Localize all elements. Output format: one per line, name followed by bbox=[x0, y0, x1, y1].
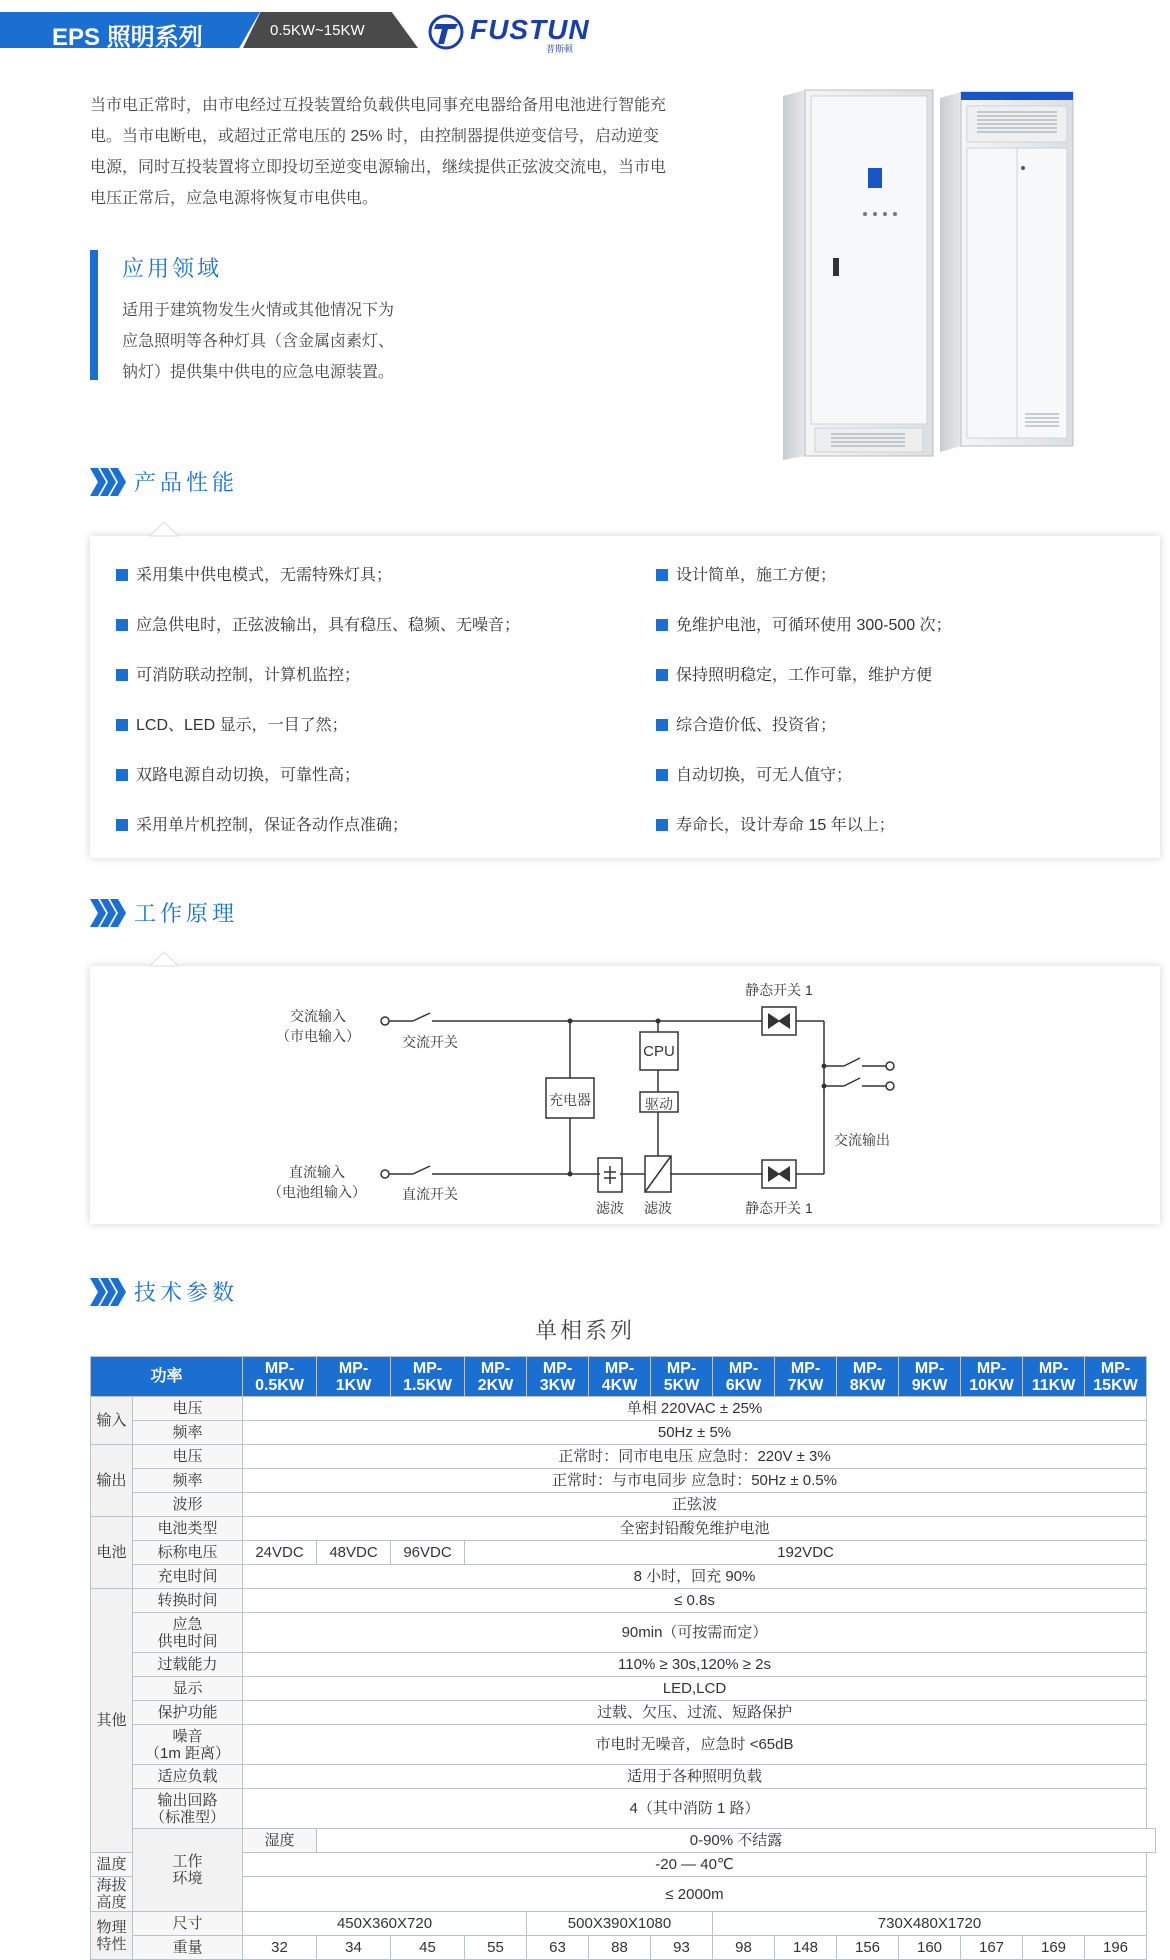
logo-sub: 普斯顿 bbox=[546, 44, 574, 54]
group-phys: 物理 特性 bbox=[91, 1912, 133, 1960]
row-value: 730X480X1720 bbox=[713, 1912, 1147, 1936]
row-label: 尺寸 bbox=[133, 1912, 243, 1936]
features-panel bbox=[90, 536, 1160, 858]
table-row bbox=[91, 1653, 1156, 1677]
table-row bbox=[91, 1421, 1156, 1445]
row-label: 标称电压 bbox=[133, 1541, 243, 1565]
ac-switch-label: 交流开关 bbox=[402, 1034, 458, 1050]
table-row bbox=[91, 1469, 1156, 1493]
row-label: 波形 bbox=[133, 1493, 243, 1517]
row-value: 110% ≥ 30s,120% ≥ 2s bbox=[243, 1653, 1147, 1677]
features-title: 产品性能 bbox=[134, 470, 239, 495]
feature-item: 寿命长，设计寿命 15 年以上； bbox=[656, 812, 895, 835]
chevrons-icon bbox=[90, 1278, 126, 1306]
row-value: 正常时：同市电电压 应急时：220V ± 3% bbox=[243, 1445, 1147, 1469]
model-header: MP- 11KW bbox=[1023, 1357, 1085, 1397]
filter-label: 滤波 bbox=[644, 1200, 672, 1216]
feature-item: 双路电源自动切换，可靠性高； bbox=[116, 762, 360, 785]
row-value: 正弦波 bbox=[243, 1493, 1147, 1517]
table-row bbox=[91, 1725, 1156, 1765]
row-label: 保护功能 bbox=[133, 1701, 243, 1725]
dc-input-label: 直流输入 （电池组输入） bbox=[268, 1164, 366, 1200]
row-value: 过载、欠压、过流、短路保护 bbox=[243, 1701, 1147, 1725]
weight-cell: 98 bbox=[713, 1936, 775, 1960]
table-row bbox=[91, 1565, 1156, 1589]
dc-switch-label: 直流开关 bbox=[402, 1186, 458, 1202]
ac-output-label: 交流输出 bbox=[834, 1132, 890, 1148]
table-row bbox=[91, 1613, 1156, 1653]
row-value: 192VDC bbox=[465, 1541, 1147, 1565]
intro-paragraph: 当市电正常时，由市电经过互投装置给负载供电同事充电器给备用电池进行智能充电。当市电断电，或超过正常电压的 25% 时，由控制器提供逆变信号，启动逆变电源，同时互投装置将立即投切至逆变电源输出，继续提供正弦波交流电，当市电电压正常后，应急电源将恢复市电供电。 bbox=[90, 97, 667, 207]
model-header: MP- 0.5KW bbox=[243, 1357, 317, 1397]
feature-item: 采用单片机控制，保证各动作点准确； bbox=[116, 812, 408, 835]
row-label: 电池类型 bbox=[133, 1517, 243, 1541]
group-input: 输入 bbox=[91, 1397, 133, 1445]
row-label: 适应负载 bbox=[133, 1765, 243, 1789]
row-label: 噪音 （1m 距离） bbox=[133, 1725, 243, 1765]
feature-item: 综合造价低、投资省； bbox=[656, 712, 836, 735]
weight-cell: 148 bbox=[775, 1936, 837, 1960]
table-row bbox=[91, 1789, 1156, 1829]
eps-cabinet-image bbox=[775, 90, 1085, 460]
table-row bbox=[91, 1701, 1156, 1725]
table-header-row bbox=[91, 1357, 1156, 1397]
table-row bbox=[91, 1829, 1156, 1853]
model-header: MP- 2KW bbox=[465, 1357, 527, 1397]
row-label: 显示 bbox=[133, 1677, 243, 1701]
group-env: 工作 环境 bbox=[133, 1829, 243, 1912]
row-value: 单相 220VAC ± 25% bbox=[243, 1397, 1147, 1421]
row-label: 输出回路 （标准型） bbox=[133, 1789, 243, 1829]
brand-logo bbox=[428, 12, 588, 52]
row-value: -20 — 40℃ bbox=[243, 1853, 1147, 1877]
specs-title: 技术参数 bbox=[134, 1280, 239, 1305]
model-header: MP- 4KW bbox=[589, 1357, 651, 1397]
feature-item: 采用集中供电模式，无需特殊灯具； bbox=[116, 562, 392, 585]
weight-cell: 63 bbox=[527, 1936, 589, 1960]
weight-cell: 45 bbox=[391, 1936, 465, 1960]
row-label: 温度 bbox=[91, 1853, 133, 1877]
power-header: 功率 bbox=[91, 1357, 243, 1397]
spec-table bbox=[90, 1356, 1156, 1960]
weight-cell: 88 bbox=[589, 1936, 651, 1960]
model-header: MP- 1.5KW bbox=[391, 1357, 465, 1397]
row-value: 24VDC bbox=[243, 1541, 317, 1565]
row-value: 90min（可按需而定） bbox=[243, 1613, 1147, 1653]
weight-cell: 34 bbox=[317, 1936, 391, 1960]
application-line: 应急照明等各种灯具（含金属卤素灯、 bbox=[122, 333, 395, 350]
row-value: 500X390X1080 bbox=[527, 1912, 713, 1936]
feature-item: 可消防联动控制，计算机监控； bbox=[116, 662, 360, 685]
application-text bbox=[122, 295, 462, 388]
row-value: 0-90% 不结露 bbox=[317, 1829, 1156, 1853]
table-row bbox=[91, 1397, 1156, 1421]
panel-notch bbox=[150, 952, 178, 966]
model-header: MP- 6KW bbox=[713, 1357, 775, 1397]
row-label: 重量 bbox=[133, 1936, 243, 1960]
charger-label: 充电器 bbox=[549, 1092, 591, 1108]
weight-cell: 169 bbox=[1023, 1936, 1085, 1960]
table-row bbox=[91, 1445, 1156, 1469]
row-value: 适用于各种照明负载 bbox=[243, 1765, 1147, 1789]
model-header: MP- 1KW bbox=[317, 1357, 391, 1397]
model-header: MP- 9KW bbox=[899, 1357, 961, 1397]
application-line: 钠灯）提供集中供电的应急电源装置。 bbox=[122, 364, 395, 381]
application-section bbox=[90, 250, 490, 382]
group-battery: 电池 bbox=[91, 1517, 133, 1589]
weight-cell: 55 bbox=[465, 1936, 527, 1960]
logo-word: FUSTUN bbox=[470, 14, 590, 45]
row-value: 450X360X720 bbox=[243, 1912, 527, 1936]
row-label: 电压 bbox=[133, 1397, 243, 1421]
ac-input-label: 交流输入 （市电输入） bbox=[276, 1008, 360, 1044]
circuit-diagram bbox=[90, 966, 1160, 1224]
principle-panel bbox=[90, 966, 1160, 1224]
row-value: LED,LCD bbox=[243, 1677, 1147, 1701]
weight-cell: 167 bbox=[961, 1936, 1023, 1960]
table-row bbox=[91, 1765, 1156, 1789]
static-switch-label: 静态开关 1 bbox=[745, 982, 813, 998]
row-label: 转换时间 bbox=[133, 1589, 243, 1613]
table-row bbox=[91, 1517, 1156, 1541]
table-row bbox=[91, 1541, 1156, 1565]
weight-cell: 93 bbox=[651, 1936, 713, 1960]
row-label: 充电时间 bbox=[133, 1565, 243, 1589]
application-heading: 应用领域 bbox=[122, 256, 223, 281]
feature-item: 自动切换，可无人值守； bbox=[656, 762, 852, 785]
group-other: 其他 bbox=[91, 1589, 133, 1853]
feature-item: 设计简单，施工方便； bbox=[656, 562, 836, 585]
cpu-label: CPU bbox=[643, 1043, 675, 1060]
model-header: MP- 7KW bbox=[775, 1357, 837, 1397]
table-row bbox=[91, 1912, 1156, 1936]
series-title: EPS 照明系列 bbox=[52, 24, 203, 51]
weight-cell: 160 bbox=[899, 1936, 961, 1960]
row-label: 过载能力 bbox=[133, 1653, 243, 1677]
weight-cell: 156 bbox=[837, 1936, 899, 1960]
table-row bbox=[91, 1877, 1156, 1912]
row-label: 电压 bbox=[133, 1445, 243, 1469]
logo-emblem-icon bbox=[428, 14, 468, 50]
row-label: 频率 bbox=[133, 1469, 243, 1493]
feature-item: 应急供电时，正弦波输出，具有稳压、稳频、无噪音； bbox=[116, 612, 520, 635]
accent-bar bbox=[90, 250, 98, 380]
row-value: ≤ 0.8s bbox=[243, 1589, 1147, 1613]
weight-cell: 196 bbox=[1085, 1936, 1147, 1960]
weight-cell: 32 bbox=[243, 1936, 317, 1960]
row-value: 50Hz ± 5% bbox=[243, 1421, 1147, 1445]
header-banner bbox=[0, 0, 1170, 62]
model-header: MP- 15KW bbox=[1085, 1357, 1147, 1397]
driver-label: 驱动 bbox=[645, 1096, 673, 1112]
row-value: 48VDC bbox=[317, 1541, 391, 1565]
model-header: MP- 8KW bbox=[837, 1357, 899, 1397]
chevrons-icon bbox=[90, 899, 126, 927]
group-output: 输出 bbox=[91, 1445, 133, 1517]
model-header: MP- 10KW bbox=[961, 1357, 1023, 1397]
power-range: 0.5KW~15KW bbox=[270, 22, 365, 39]
row-value: 市电时无噪音，应急时 <65dB bbox=[243, 1725, 1147, 1765]
row-value: 正常时：与市电同步 应急时：50Hz ± 0.5% bbox=[243, 1469, 1147, 1493]
model-header: MP- 3KW bbox=[527, 1357, 589, 1397]
filter-label: 滤波 bbox=[596, 1200, 624, 1216]
row-value: ≤ 2000m bbox=[243, 1877, 1147, 1912]
application-line: 适用于建筑物发生火情或其他情况下为 bbox=[122, 302, 395, 319]
table-row bbox=[91, 1853, 1156, 1877]
row-value: 4（其中消防 1 路） bbox=[243, 1789, 1147, 1829]
model-header: MP- 5KW bbox=[651, 1357, 713, 1397]
table-row bbox=[91, 1493, 1156, 1517]
row-value: 8 小时，回充 90% bbox=[243, 1565, 1147, 1589]
row-label: 湿度 bbox=[243, 1829, 317, 1853]
row-value: 96VDC bbox=[391, 1541, 465, 1565]
principle-title: 工作原理 bbox=[134, 901, 239, 926]
feature-item: LCD、LED 显示，一目了然； bbox=[116, 712, 348, 735]
feature-item: 保持照明稳定，工作可靠，维护方便 bbox=[656, 662, 932, 685]
row-label: 海拔高度 bbox=[91, 1877, 133, 1912]
row-label: 应急 供电时间 bbox=[133, 1613, 243, 1653]
row-value: 全密封铅酸免维护电池 bbox=[243, 1517, 1147, 1541]
table-title: 单相系列 bbox=[534, 1318, 635, 1343]
table-row bbox=[91, 1677, 1156, 1701]
static-switch-label: 静态开关 1 bbox=[745, 1200, 813, 1216]
feature-item: 免维护电池，可循环使用 300-500 次； bbox=[656, 612, 952, 635]
table-row bbox=[91, 1936, 1156, 1960]
panel-notch bbox=[150, 522, 178, 536]
row-label: 频率 bbox=[133, 1421, 243, 1445]
chevrons-icon bbox=[90, 468, 126, 496]
table-row bbox=[91, 1589, 1156, 1613]
